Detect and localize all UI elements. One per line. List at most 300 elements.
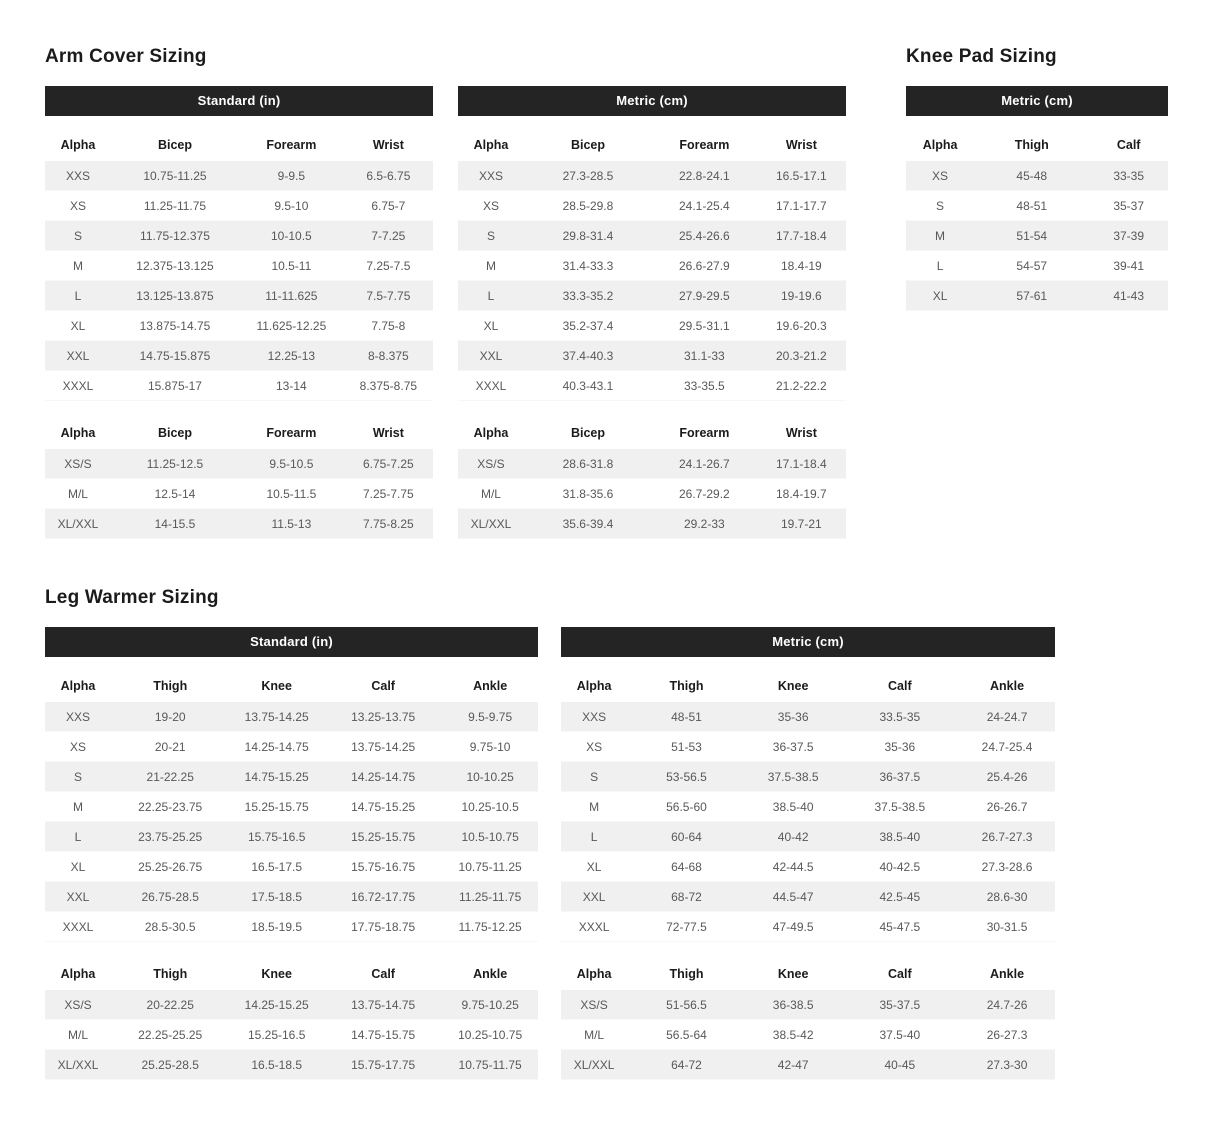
column-header-forearm: Forearm	[266, 138, 317, 152]
measurement-cell: 56.5-64	[666, 1027, 707, 1042]
measurement-cell: 15.25-15.75	[351, 829, 416, 844]
size-row	[458, 281, 846, 311]
measurement-cell: 22.8-24.1	[679, 168, 730, 183]
size-row	[458, 311, 846, 341]
size-row	[458, 509, 846, 539]
measurement-cell: 10.5-11	[271, 258, 312, 273]
arm-cover-standard-table	[45, 86, 433, 539]
measurement-cell: 11.625-12.25	[256, 318, 327, 333]
measurement-cell: 45-48	[1016, 168, 1048, 183]
measurement-cell: 35.6-39.4	[562, 516, 614, 531]
size-row	[45, 311, 433, 341]
size-row	[45, 702, 538, 732]
measurement-cell: 10.25-10.5	[461, 799, 519, 814]
size-row	[45, 341, 433, 371]
alpha-size-cell: XS	[586, 739, 603, 754]
size-row	[561, 1050, 1055, 1080]
measurement-cell: 33.3-35.2	[562, 288, 614, 303]
measurement-cell: 35.2-37.4	[562, 318, 614, 333]
size-row	[458, 449, 846, 479]
size-row	[561, 882, 1055, 912]
measurement-cell: 19.6-20.3	[775, 318, 827, 333]
measurement-cell: 16.5-17.1	[775, 168, 827, 183]
measurement-cell: 13.25-13.75	[351, 709, 416, 724]
measurement-cell: 33-35.5	[684, 378, 725, 393]
size-row	[45, 762, 538, 792]
leg-warmer-standard-table	[45, 627, 538, 1080]
column-header-row	[45, 958, 538, 990]
column-header-ankle: Ankle	[473, 967, 508, 981]
measurement-cell: 14.75-15.25	[244, 769, 309, 784]
column-header-calf: Calf	[371, 967, 395, 981]
measurement-cell: 38.5-40	[879, 829, 921, 844]
column-header-alpha: Alpha	[922, 138, 958, 152]
measurement-cell: 35-37	[1113, 198, 1145, 213]
column-header-wrist: Wrist	[372, 138, 404, 152]
measurement-cell: 8.375-8.75	[359, 378, 418, 393]
measurement-cell: 18.4-19.7	[775, 486, 827, 501]
size-row	[561, 762, 1055, 792]
measurement-cell: 33-35	[1113, 168, 1145, 183]
measurement-cell: 24.7-25.4	[981, 739, 1033, 754]
alpha-size-cell: XS/S	[477, 456, 505, 471]
column-header-row	[458, 417, 846, 449]
measurement-cell: 57-61	[1016, 288, 1048, 303]
measurement-cell: 64-72	[671, 1057, 702, 1072]
table-banner: Metric (cm)	[561, 627, 1055, 657]
measurement-cell: 14.75-15.75	[351, 1027, 416, 1042]
measurement-cell: 37.5-38.5	[767, 769, 819, 784]
measurement-cell: 29.2-33	[684, 516, 725, 531]
measurement-cell: 12.5-14	[154, 486, 196, 501]
size-row	[561, 912, 1055, 942]
alpha-size-cell: XS/S	[580, 997, 608, 1012]
measurement-cell: 14.25-15.25	[244, 997, 309, 1012]
column-header-knee: Knee	[777, 679, 809, 693]
measurement-cell: 10.5-11.5	[266, 486, 317, 501]
measurement-cell: 28.6-30	[986, 889, 1028, 904]
alpha-size-cell: XS/S	[64, 997, 92, 1012]
measurement-cell: 7.75-8	[371, 318, 406, 333]
measurement-cell: 18.5-19.5	[251, 919, 303, 934]
size-row	[45, 912, 538, 942]
measurement-cell: 14.75-15.25	[351, 799, 416, 814]
alpha-size-cell: XXL	[582, 889, 606, 904]
measurement-cell: 6.75-7	[371, 198, 406, 213]
measurement-cell: 23.75-25.25	[138, 829, 203, 844]
column-header-bicep: Bicep	[570, 426, 605, 440]
measurement-cell: 72-77.5	[666, 919, 707, 934]
size-row	[45, 281, 433, 311]
alpha-size-cell: XS/S	[64, 456, 92, 471]
table-banner: Metric (cm)	[906, 86, 1168, 116]
measurement-cell: 16.5-18.5	[251, 1057, 303, 1072]
measurement-cell: 26.7-27.3	[981, 829, 1033, 844]
measurement-cell: 29.8-31.4	[562, 228, 614, 243]
measurement-cell: 9-9.5	[277, 168, 306, 183]
column-header-forearm: Forearm	[266, 426, 317, 440]
measurement-cell: 35-36	[884, 739, 916, 754]
measurement-cell: 27.3-30	[986, 1057, 1028, 1072]
alpha-size-cell: XXL	[66, 889, 90, 904]
alpha-size-cell: XXXL	[475, 378, 507, 393]
column-header-calf: Calf	[371, 679, 395, 693]
measurement-cell: 10.75-11.75	[458, 1057, 522, 1072]
measurement-cell: 68-72	[671, 889, 702, 904]
size-row	[45, 990, 538, 1020]
alpha-size-cell: XL	[932, 288, 948, 303]
measurement-cell: 47-49.5	[772, 919, 814, 934]
measurement-cell: 30-31.5	[986, 919, 1028, 934]
measurement-cell: 9.75-10	[469, 739, 511, 754]
measurement-cell: 48-51	[671, 709, 702, 724]
measurement-cell: 25.4-26.6	[679, 228, 730, 243]
column-header-alpha: Alpha	[473, 426, 509, 440]
size-row	[561, 822, 1055, 852]
column-header-forearm: Forearm	[679, 138, 730, 152]
alpha-size-cell: M/L	[480, 486, 501, 501]
measurement-cell: 14-15.5	[154, 516, 196, 531]
column-header-knee: Knee	[261, 679, 292, 693]
table-banner: Metric (cm)	[458, 86, 846, 116]
column-header-ankle: Ankle	[990, 967, 1025, 981]
size-row	[45, 822, 538, 852]
measurement-cell: 7-7.25	[371, 228, 406, 243]
column-header-row	[906, 129, 1168, 161]
column-header-ankle: Ankle	[473, 679, 508, 693]
size-row	[561, 990, 1055, 1020]
alpha-size-cell: XS	[70, 739, 87, 754]
measurement-cell: 26.75-28.5	[141, 889, 199, 904]
alpha-size-cell: L	[74, 288, 82, 303]
measurement-cell: 11.75-12.375	[140, 228, 210, 243]
measurement-cell: 25.25-28.5	[141, 1057, 199, 1072]
size-row	[458, 161, 846, 191]
measurement-cell: 45-47.5	[879, 919, 921, 934]
column-header-ankle: Ankle	[990, 679, 1025, 693]
alpha-size-cell: XXXL	[62, 919, 94, 934]
measurement-cell: 42-44.5	[772, 859, 814, 874]
alpha-size-cell: M	[72, 258, 83, 273]
column-header-bicep: Bicep	[157, 426, 192, 440]
measurement-cell: 8-8.375	[368, 348, 409, 363]
measurement-cell: 7.75-8.25	[362, 516, 414, 531]
measurement-cell: 10-10.25	[466, 769, 514, 784]
alpha-size-cell: L	[74, 829, 82, 844]
size-row	[45, 191, 433, 221]
alpha-size-cell: XL/XXL	[573, 1057, 615, 1072]
measurement-cell: 38.5-40	[772, 799, 814, 814]
column-header-calf: Calf	[1116, 138, 1141, 152]
measurement-cell: 51-56.5	[666, 997, 707, 1012]
size-row	[45, 732, 538, 762]
measurement-cell: 26-27.3	[986, 1027, 1028, 1042]
measurement-cell: 44.5-47	[772, 889, 814, 904]
alpha-size-cell: M	[935, 228, 946, 243]
leg-warmer-metric-table	[561, 627, 1055, 1080]
alpha-size-cell: XL/XXL	[470, 516, 512, 531]
alpha-size-cell: M	[589, 799, 600, 814]
measurement-cell: 14.25-14.75	[244, 739, 309, 754]
measurement-cell: 42.5-45	[879, 889, 921, 904]
column-header-row	[561, 670, 1055, 702]
table-banner: Standard (in)	[45, 86, 433, 116]
leg-warmer-sizing-heading: Leg Warmer Sizing	[45, 587, 219, 608]
measurement-cell: 53-56.5	[666, 769, 707, 784]
measurement-cell: 13.75-14.75	[351, 997, 416, 1012]
measurement-cell: 40-42.5	[879, 859, 921, 874]
measurement-cell: 24.1-25.4	[679, 198, 730, 213]
size-row	[458, 251, 846, 281]
size-row	[45, 509, 433, 539]
measurement-cell: 64-68	[671, 859, 702, 874]
alpha-size-cell: XL	[483, 318, 499, 333]
column-header-wrist: Wrist	[785, 138, 817, 152]
measurement-cell: 33.5-35	[879, 709, 921, 724]
measurement-cell: 20.3-21.2	[775, 348, 827, 363]
measurement-cell: 15.75-16.5	[247, 829, 306, 844]
measurement-cell: 15.25-16.5	[247, 1027, 306, 1042]
column-header-calf: Calf	[888, 967, 912, 981]
column-header-thigh: Thigh	[669, 679, 704, 693]
alpha-size-cell: XXL	[66, 348, 90, 363]
size-row	[561, 1020, 1055, 1050]
measurement-cell: 37-39	[1113, 228, 1145, 243]
measurement-cell: 36-37.5	[772, 739, 814, 754]
column-header-row	[45, 129, 433, 161]
size-row	[458, 341, 846, 371]
column-header-alpha: Alpha	[60, 679, 96, 693]
column-header-wrist: Wrist	[372, 426, 404, 440]
measurement-cell: 25.25-26.75	[138, 859, 203, 874]
measurement-cell: 15.75-16.75	[351, 859, 416, 874]
alpha-size-cell: L	[590, 829, 598, 844]
size-row	[906, 251, 1168, 281]
alpha-size-cell: S	[936, 198, 945, 213]
measurement-cell: 26.7-29.2	[679, 486, 730, 501]
measurement-cell: 6.5-6.75	[366, 168, 411, 183]
measurement-cell: 26-26.7	[986, 799, 1028, 814]
measurement-cell: 35-37.5	[879, 997, 921, 1012]
measurement-cell: 14.25-14.75	[351, 769, 416, 784]
alpha-size-cell: S	[486, 228, 495, 243]
measurement-cell: 36-38.5	[772, 997, 814, 1012]
alpha-size-cell: XXS	[478, 168, 503, 183]
measurement-cell: 6.75-7.25	[362, 456, 414, 471]
measurement-cell: 18.4-19	[781, 258, 822, 273]
measurement-cell: 9.75-10.25	[461, 997, 519, 1012]
measurement-cell: 17.1-18.4	[775, 456, 827, 471]
column-header-alpha: Alpha	[60, 967, 96, 981]
measurement-cell: 60-64	[671, 829, 702, 844]
measurement-cell: 40.3-43.1	[562, 378, 614, 393]
measurement-cell: 10-10.5	[271, 228, 312, 243]
measurement-cell: 10.25-10.75	[458, 1027, 523, 1042]
measurement-cell: 15.75-17.75	[351, 1057, 416, 1072]
measurement-cell: 37.5-38.5	[874, 799, 926, 814]
measurement-cell: 35-36	[777, 709, 809, 724]
column-header-alpha: Alpha	[576, 679, 612, 693]
size-row	[561, 702, 1055, 732]
arm-cover-sizing-heading: Arm Cover Sizing	[45, 46, 207, 67]
size-row	[458, 191, 846, 221]
measurement-cell: 11.25-12.5	[146, 456, 204, 471]
measurement-cell: 7.25-7.5	[366, 258, 411, 273]
table-banner: Standard (in)	[45, 627, 538, 657]
measurement-cell: 21.2-22.2	[775, 378, 827, 393]
size-row	[45, 792, 538, 822]
size-row	[45, 1050, 538, 1080]
measurement-cell: 28.5-30.5	[144, 919, 196, 934]
measurement-cell: 10.5-10.75	[461, 829, 519, 844]
size-row	[45, 882, 538, 912]
alpha-size-cell: M	[485, 258, 496, 273]
size-row	[906, 281, 1168, 311]
size-row	[45, 479, 433, 509]
measurement-cell: 10.75-11.25	[143, 168, 207, 183]
size-row	[561, 792, 1055, 822]
column-header-thigh: Thigh	[669, 967, 704, 981]
measurement-cell: 31.4-33.3	[562, 258, 614, 273]
measurement-cell: 7.25-7.75	[362, 486, 414, 501]
column-header-knee: Knee	[777, 967, 809, 981]
column-header-row	[458, 129, 846, 161]
knee-pad-metric-table	[906, 86, 1168, 311]
column-header-alpha: Alpha	[473, 138, 509, 152]
column-header-alpha: Alpha	[60, 138, 96, 152]
measurement-cell: 13.125-13.875	[136, 288, 214, 303]
size-row	[906, 191, 1168, 221]
column-header-bicep: Bicep	[570, 138, 605, 152]
measurement-cell: 37.4-40.3	[562, 348, 614, 363]
column-header-wrist: Wrist	[785, 426, 817, 440]
measurement-cell: 21-22.25	[146, 769, 194, 784]
column-header-thigh: Thigh	[1014, 138, 1049, 152]
measurement-cell: 17.1-17.7	[775, 198, 827, 213]
alpha-size-cell: XL	[70, 859, 86, 874]
measurement-cell: 28.6-31.8	[562, 456, 614, 471]
alpha-size-cell: XXXL	[578, 919, 610, 934]
measurement-cell: 9.5-10	[274, 198, 309, 213]
measurement-cell: 54-57	[1016, 258, 1048, 273]
measurement-cell: 36-37.5	[879, 769, 921, 784]
measurement-cell: 27.3-28.5	[562, 168, 614, 183]
measurement-cell: 11.25-11.75	[458, 889, 522, 904]
measurement-cell: 42-47	[777, 1057, 809, 1072]
measurement-cell: 24.1-26.7	[679, 456, 730, 471]
measurement-cell: 13.875-14.75	[139, 318, 211, 333]
column-header-alpha: Alpha	[60, 426, 96, 440]
measurement-cell: 20-21	[154, 739, 186, 754]
measurement-cell: 17.7-18.4	[775, 228, 827, 243]
size-row	[458, 371, 846, 401]
alpha-size-cell: S	[590, 769, 599, 784]
measurement-cell: 11.5-13	[271, 516, 312, 531]
measurement-cell: 19-20	[154, 709, 186, 724]
measurement-cell: 24.7-26	[986, 997, 1028, 1012]
measurement-cell: 39-41	[1113, 258, 1145, 273]
measurement-cell: 16.72-17.75	[351, 889, 416, 904]
knee-pad-sizing-heading: Knee Pad Sizing	[906, 46, 1057, 67]
measurement-cell: 51-54	[1016, 228, 1048, 243]
measurement-cell: 17.75-18.75	[351, 919, 416, 934]
alpha-size-cell: XL/XXL	[57, 516, 99, 531]
measurement-cell: 14.75-15.875	[139, 348, 211, 363]
alpha-size-cell: XL	[586, 859, 602, 874]
measurement-cell: 31.8-35.6	[562, 486, 614, 501]
measurement-cell: 10.75-11.25	[458, 859, 522, 874]
measurement-cell: 48-51	[1016, 198, 1048, 213]
measurement-cell: 13-14	[276, 378, 307, 393]
alpha-size-cell: S	[74, 769, 83, 784]
measurement-cell: 24-24.7	[986, 709, 1028, 724]
column-header-forearm: Forearm	[679, 426, 730, 440]
column-header-knee: Knee	[261, 967, 292, 981]
measurement-cell: 51-53	[671, 739, 702, 754]
alpha-size-cell: M/L	[67, 486, 88, 501]
alpha-size-cell: XXL	[479, 348, 503, 363]
measurement-cell: 17.5-18.5	[251, 889, 303, 904]
size-row	[906, 161, 1168, 191]
alpha-size-cell: S	[73, 228, 82, 243]
alpha-size-cell: M	[73, 799, 84, 814]
measurement-cell: 40-42	[777, 829, 809, 844]
size-row	[45, 251, 433, 281]
arm-cover-metric-table	[458, 86, 846, 539]
alpha-size-cell: XS	[482, 198, 499, 213]
column-header-calf: Calf	[888, 679, 912, 693]
column-header-alpha: Alpha	[576, 967, 612, 981]
measurement-cell: 15.25-15.75	[244, 799, 309, 814]
measurement-cell: 26.6-27.9	[679, 258, 730, 273]
column-header-row	[561, 958, 1055, 990]
measurement-cell: 12.375-13.125	[136, 258, 214, 273]
alpha-size-cell: L	[487, 288, 495, 303]
size-row	[561, 852, 1055, 882]
alpha-size-cell: XL	[70, 318, 86, 333]
measurement-cell: 9.5-9.75	[468, 709, 513, 724]
measurement-cell: 9.5-10.5	[269, 456, 314, 471]
measurement-cell: 56.5-60	[666, 799, 707, 814]
measurement-cell: 38.5-42	[772, 1027, 814, 1042]
size-row	[561, 732, 1055, 762]
size-row	[458, 221, 846, 251]
column-header-thigh: Thigh	[153, 967, 188, 981]
measurement-cell: 25.4-26	[986, 769, 1028, 784]
size-row	[45, 852, 538, 882]
measurement-cell: 20-22.25	[146, 997, 194, 1012]
measurement-cell: 41-43	[1113, 288, 1145, 303]
alpha-size-cell: L	[936, 258, 944, 273]
measurement-cell: 11.75-12.25	[458, 919, 522, 934]
size-row	[906, 221, 1168, 251]
measurement-cell: 28.5-29.8	[562, 198, 614, 213]
measurement-cell: 11.25-11.75	[143, 198, 207, 213]
column-header-thigh: Thigh	[153, 679, 188, 693]
measurement-cell: 31.1-33	[684, 348, 725, 363]
measurement-cell: 19.7-21	[781, 516, 822, 531]
alpha-size-cell: XXXL	[62, 378, 94, 393]
size-row	[45, 449, 433, 479]
size-row	[45, 161, 433, 191]
measurement-cell: 16.5-17.5	[251, 859, 303, 874]
measurement-cell: 37.5-40	[879, 1027, 921, 1042]
size-row	[45, 371, 433, 401]
measurement-cell: 13.75-14.25	[244, 709, 309, 724]
alpha-size-cell: XL/XXL	[57, 1057, 99, 1072]
measurement-cell: 22.25-23.75	[138, 799, 203, 814]
alpha-size-cell: XS	[932, 168, 949, 183]
